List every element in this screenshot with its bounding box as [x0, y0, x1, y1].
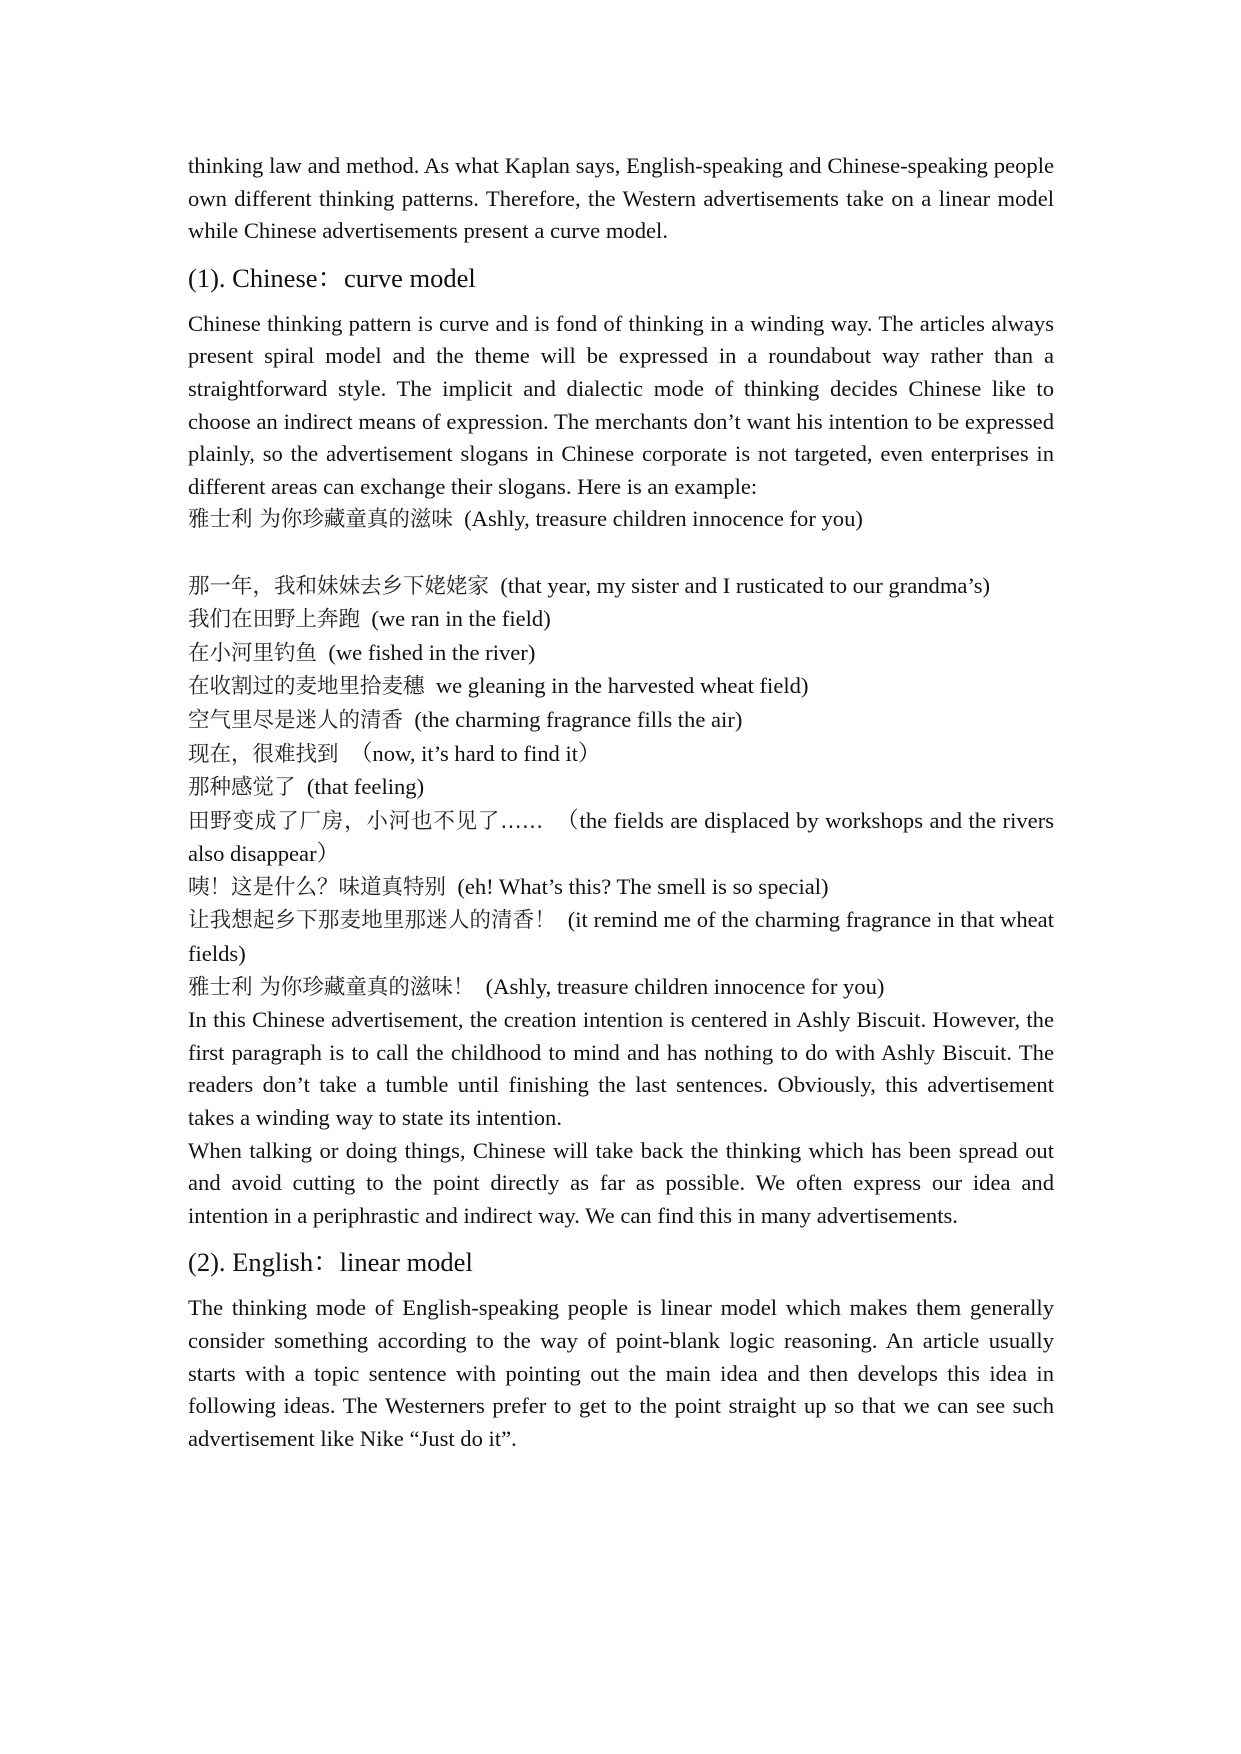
section2-paragraph: The thinking mode of English-speaking people is linear model which makes them generally consider something according to the way of point-blank logic reasoning. An article usually starts with a topic sentence with pointing out the main idea and then develops this idea in following ideas. The Westerners prefer to get to the point straight up so that we can see such advertisement like Nike “Just do it”. — [188, 1295, 1054, 1451]
example-line-english: (eh! What’s this? The smell is so special) — [457, 873, 829, 899]
example-line-chinese: 雅士利 为你珍藏童真的滋味！ — [188, 974, 475, 1000]
example-line — [188, 871, 1054, 905]
example-line-chinese: 在小河里钓鱼 — [188, 640, 318, 666]
example-line-chinese: 现在，很难找到 — [188, 741, 339, 767]
example-line — [188, 570, 1054, 604]
example-line-english: (Ashly, treasure children innocence for you) — [485, 973, 885, 999]
example-line-english: （the fields are displaced by workshops and the rivers also disappear） — [188, 807, 1055, 867]
example-line-chinese: 空气里尽是迷人的清香 — [188, 707, 404, 733]
example-line — [188, 738, 1054, 772]
advertisement-example — [188, 503, 1054, 1004]
section-heading-chinese-curve-model: (1). Chinese：curve model — [188, 262, 476, 293]
example-line-chinese: 让我想起乡下那麦地里那迷人的清香！ — [188, 908, 557, 934]
example-line-english: (Ashly, treasure children innocence for you) — [464, 506, 863, 532]
example-line-english: (we fished in the river) — [328, 639, 536, 665]
example-line-chinese: 那种感觉了 — [188, 775, 296, 801]
example-line — [188, 904, 1054, 970]
example-line-english: (that year, my sister and I rusticated to our grandma’s) — [500, 572, 991, 598]
example-line — [188, 971, 1054, 1005]
example-line-english: (we ran in the field) — [371, 606, 551, 632]
blank-line — [188, 537, 1054, 570]
example-line-chinese: 田野变成了厂房，小河也不见了…… — [188, 808, 544, 834]
analysis-paragraph: In this Chinese advertisement, the creation intention is centered in Ashly Biscuit. However, the first paragraph is to call the childhood to mind and has nothing to do with Ashly Biscuit. The readers don’t take a tumble until finishing the last sentences. Obviously, this advertisement takes a winding way to state its intention. — [188, 1007, 1054, 1131]
example-line — [188, 704, 1054, 738]
example-line — [188, 637, 1054, 671]
example-line-english: we gleaning in the harvested wheat field) — [435, 673, 809, 699]
example-line — [188, 805, 1054, 871]
example-line-chinese: 那一年，我和妹妹去乡下姥姥家 — [188, 573, 490, 599]
section-heading-english-linear-model: (2). English：linear model — [188, 1247, 473, 1278]
example-line — [188, 603, 1054, 637]
section1-paragraph: Chinese thinking pattern is curve and is fond of thinking in a winding way. The articles always present spiral model and the theme will be expressed in a roundabout way rather than a straightforward style. The implicit and dialectic mode of thinking decides Chinese like to choose an indirect means of expression. The merchants don’t want his intention to be expressed plainly, so the advertisement slogans in Chinese corporate is not targeted, even enterprises in different areas can exchange their slogans. Here is an example: — [188, 310, 1054, 499]
example-line — [188, 503, 1054, 537]
example-line — [188, 670, 1054, 704]
intro-paragraph: thinking law and method. As what Kaplan says, English-speaking and Chinese-speaking people own different thinking patterns. Therefore, the Western advertisements take on a linear model while Chinese advertisements present a curve model. — [188, 153, 1054, 244]
example-line-english: (that feeling) — [306, 774, 425, 800]
example-line-english: (it remind me of the charming fragrance in that wheat fields) — [188, 907, 1054, 967]
example-line-english: (the charming fragrance fills the air) — [414, 706, 743, 732]
document-page — [188, 150, 1054, 1455]
example-line — [188, 771, 1054, 805]
example-line-chinese: 我们在田野上奔跑 — [188, 607, 361, 633]
example-line-english: （now, it’s hard to find it） — [349, 740, 601, 766]
example-line-chinese: 雅士利 为你珍藏童真的滋味 — [188, 507, 453, 533]
example-line-chinese: 在收割过的麦地里拾麦穗 — [188, 674, 425, 700]
closing-paragraph: When talking or doing things, Chinese will take back the thinking which has been spread out and avoid cutting to the point directly as far as possible. We often express our idea and intention in a periphrastic and indirect way. We can find this in many advertisements. — [188, 1137, 1054, 1228]
example-line-chinese: 咦！这是什么？味道真特别 — [188, 874, 447, 900]
